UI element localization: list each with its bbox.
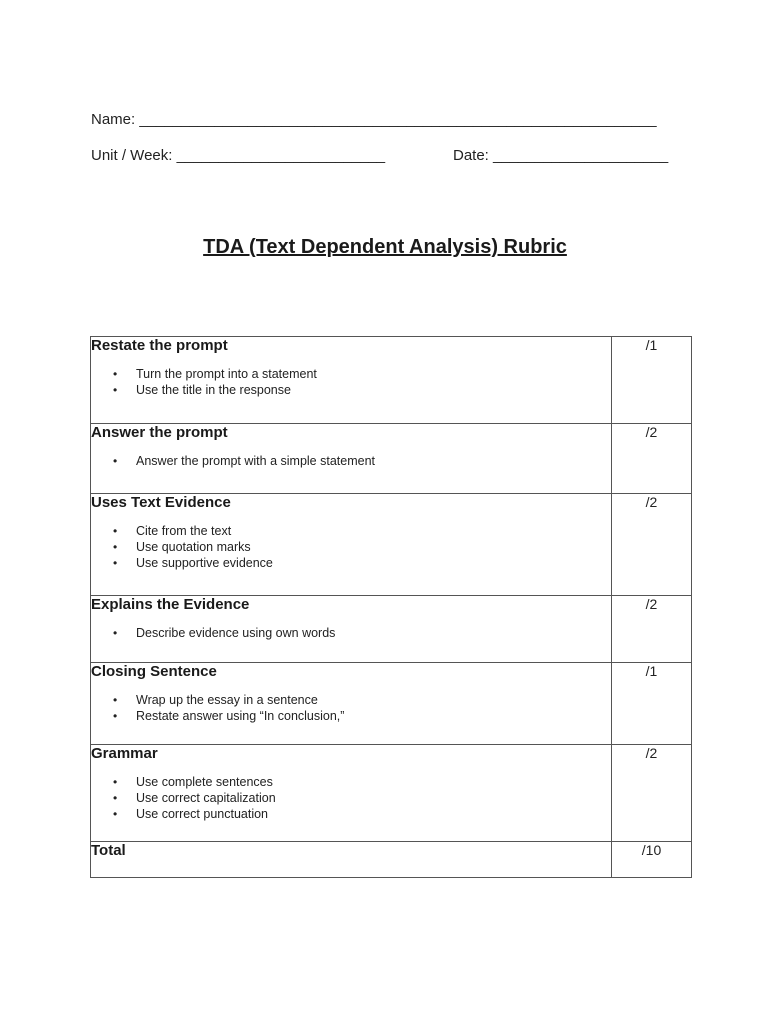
bullet-item: • Use complete sentences [91, 774, 611, 790]
criterion-cell [91, 494, 612, 596]
score-cell: /2 [612, 494, 692, 596]
total-label: Total [91, 842, 126, 859]
total-score-cell: /10 [612, 842, 692, 878]
rubric-row-closing [91, 663, 692, 745]
rubric-table [90, 336, 692, 878]
date-line: Date: _____________________ [453, 147, 669, 164]
bullet-item: • Use correct punctuation [91, 806, 611, 822]
score-cell: /1 [612, 663, 692, 745]
rubric-title: TDA (Text Dependent Analysis) Rubric [203, 236, 567, 258]
criterion-bullets [91, 692, 611, 724]
score-cell: /1 [612, 337, 692, 424]
bullet-item: • Wrap up the essay in a sentence [91, 692, 611, 708]
criterion-title: Uses Text Evidence [91, 494, 231, 511]
rubric-row-evidence [91, 494, 692, 596]
rubric-row-answer [91, 424, 692, 494]
criterion-cell [91, 745, 612, 842]
unit-week-line: Unit / Week: _________________________ [91, 147, 386, 164]
bullet-item: • Use correct capitalization [91, 790, 611, 806]
rubric-row-total [91, 842, 692, 878]
criterion-title: Restate the prompt [91, 337, 228, 354]
criterion-cell [91, 596, 612, 663]
total-label-cell [91, 842, 612, 878]
bullet-item: • Describe evidence using own words [91, 625, 611, 641]
bullet-item: • Answer the prompt with a simple statement [91, 453, 611, 469]
bullet-item: • Use quotation marks [91, 539, 611, 555]
criterion-title: Answer the prompt [91, 424, 228, 441]
score-cell: /2 [612, 596, 692, 663]
criterion-title: Closing Sentence [91, 663, 217, 680]
criterion-title: Explains the Evidence [91, 596, 250, 613]
criterion-cell [91, 424, 612, 494]
score-cell: /2 [612, 424, 692, 494]
rubric-row-grammar [91, 745, 692, 842]
bullet-item: • Use supportive evidence [91, 555, 611, 571]
criterion-bullets [91, 523, 611, 571]
bullet-item: • Use the title in the response [91, 382, 611, 398]
criterion-title: Grammar [91, 745, 158, 762]
criterion-cell [91, 663, 612, 745]
name-line: Name: ______________________________________________________________ [91, 111, 657, 128]
criterion-bullets [91, 453, 611, 469]
criterion-cell [91, 337, 612, 424]
bullet-item: • Cite from the text [91, 523, 611, 539]
bullet-item: • Restate answer using “In conclusion,” [91, 708, 611, 724]
rubric-row-restate [91, 337, 692, 424]
score-cell: /2 [612, 745, 692, 842]
criterion-bullets [91, 366, 611, 398]
criterion-bullets [91, 774, 611, 822]
bullet-item: • Turn the prompt into a statement [91, 366, 611, 382]
criterion-bullets [91, 625, 611, 641]
rubric-row-explains [91, 596, 692, 663]
